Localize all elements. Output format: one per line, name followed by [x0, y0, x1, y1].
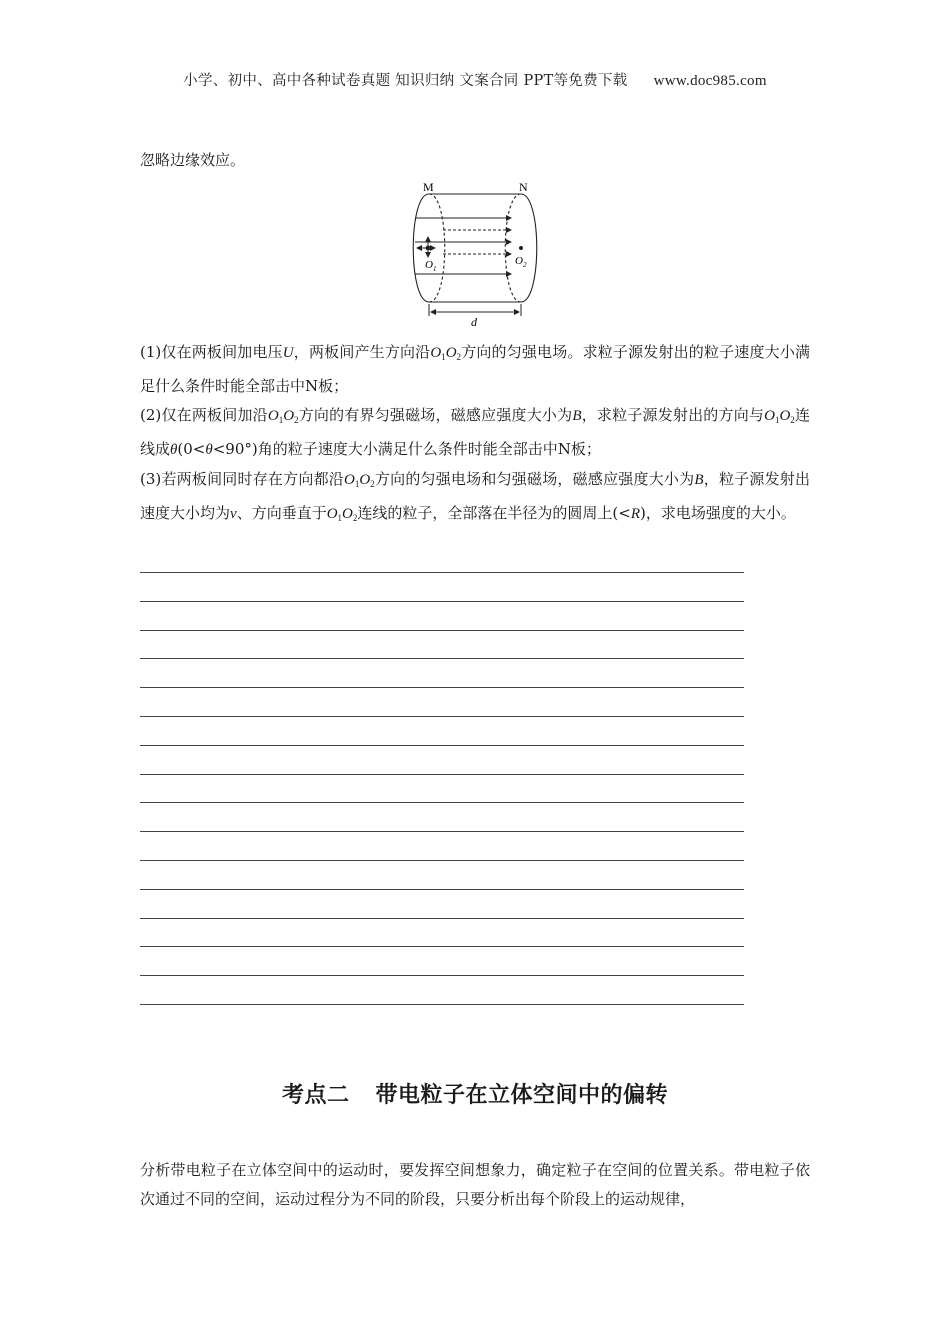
- label-o2: $O_2$: [515, 255, 527, 269]
- answer-line[interactable]: [140, 658, 744, 687]
- label-d: d: [471, 315, 477, 329]
- section-number: 考点二: [281, 1083, 350, 1108]
- page-header: [0, 69, 950, 90]
- answer-line[interactable]: [140, 946, 744, 975]
- body-paragraph: [140, 1156, 810, 1214]
- section-heading: [0, 1078, 950, 1109]
- header-site[interactable]: www.doc985.com: [653, 73, 767, 89]
- answer-line[interactable]: [140, 889, 744, 918]
- body-text: 分析带电粒子在立体空间中的运动时，要发挥空间想象力，确定粒子在空间的位置关系。带电粒子依次通过不同的空间，运动过程分为不同的阶段，只要分析出每个阶段上的运动规律，: [140, 1161, 810, 1208]
- answer-line[interactable]: [140, 572, 744, 601]
- label-n: N: [519, 180, 528, 194]
- answer-line[interactable]: [140, 745, 744, 774]
- answer-line[interactable]: [140, 687, 744, 716]
- answer-lines[interactable]: [140, 572, 744, 1033]
- answer-line[interactable]: [140, 860, 744, 889]
- answer-line[interactable]: [140, 802, 744, 831]
- answer-line[interactable]: [140, 630, 744, 659]
- particle-source: [417, 237, 435, 257]
- question-1: (1)仅在两板间加电压U，两板间产生方向沿$O_1O_2$方向的匀强电场。求粒子源发射出的粒子速度大小满足什么条件时能全部击中N板；: [140, 343, 810, 395]
- answer-line[interactable]: [140, 918, 744, 947]
- section-title-text: 带电粒子在立体空间中的偏转: [375, 1083, 669, 1108]
- label-o1: $O_1$: [425, 259, 437, 273]
- answer-line[interactable]: [140, 831, 744, 860]
- answer-line[interactable]: [140, 774, 744, 803]
- answer-line[interactable]: [140, 1004, 744, 1033]
- answer-line[interactable]: [140, 601, 744, 630]
- intro-text: 忽略边缘效应。: [140, 151, 246, 169]
- cylinder-diagram: [405, 178, 545, 330]
- o2-point: [519, 246, 523, 250]
- question-3: (3)若两板间同时存在方向都沿$O_1O_2$方向的匀强电场和匀强磁场，磁感应强度大小为B，粒子源发射出速度大小均为v、方向垂直于$O_1O_2$连线的粒子，全部落在半径为的圆周上(<R)，求电场强度的大小。: [140, 470, 810, 523]
- answer-line[interactable]: [140, 975, 744, 1004]
- question-2: (2)仅在两板间加沿$O_1O_2$方向的有界匀强磁场，磁感应强度大小为B，求粒子源发射出的方向与$O_1O_2$连线成θ(0<θ<90°)角的粒子速度大小满足什么条件时能全部击中N板；: [140, 406, 810, 458]
- answer-line[interactable]: [140, 716, 744, 745]
- label-m: M: [423, 180, 434, 194]
- questions-block: [140, 338, 810, 533]
- header-title: 小学、初中、高中各种试卷真题 知识归纳 文案合同 PPT等免费下载: [183, 73, 628, 89]
